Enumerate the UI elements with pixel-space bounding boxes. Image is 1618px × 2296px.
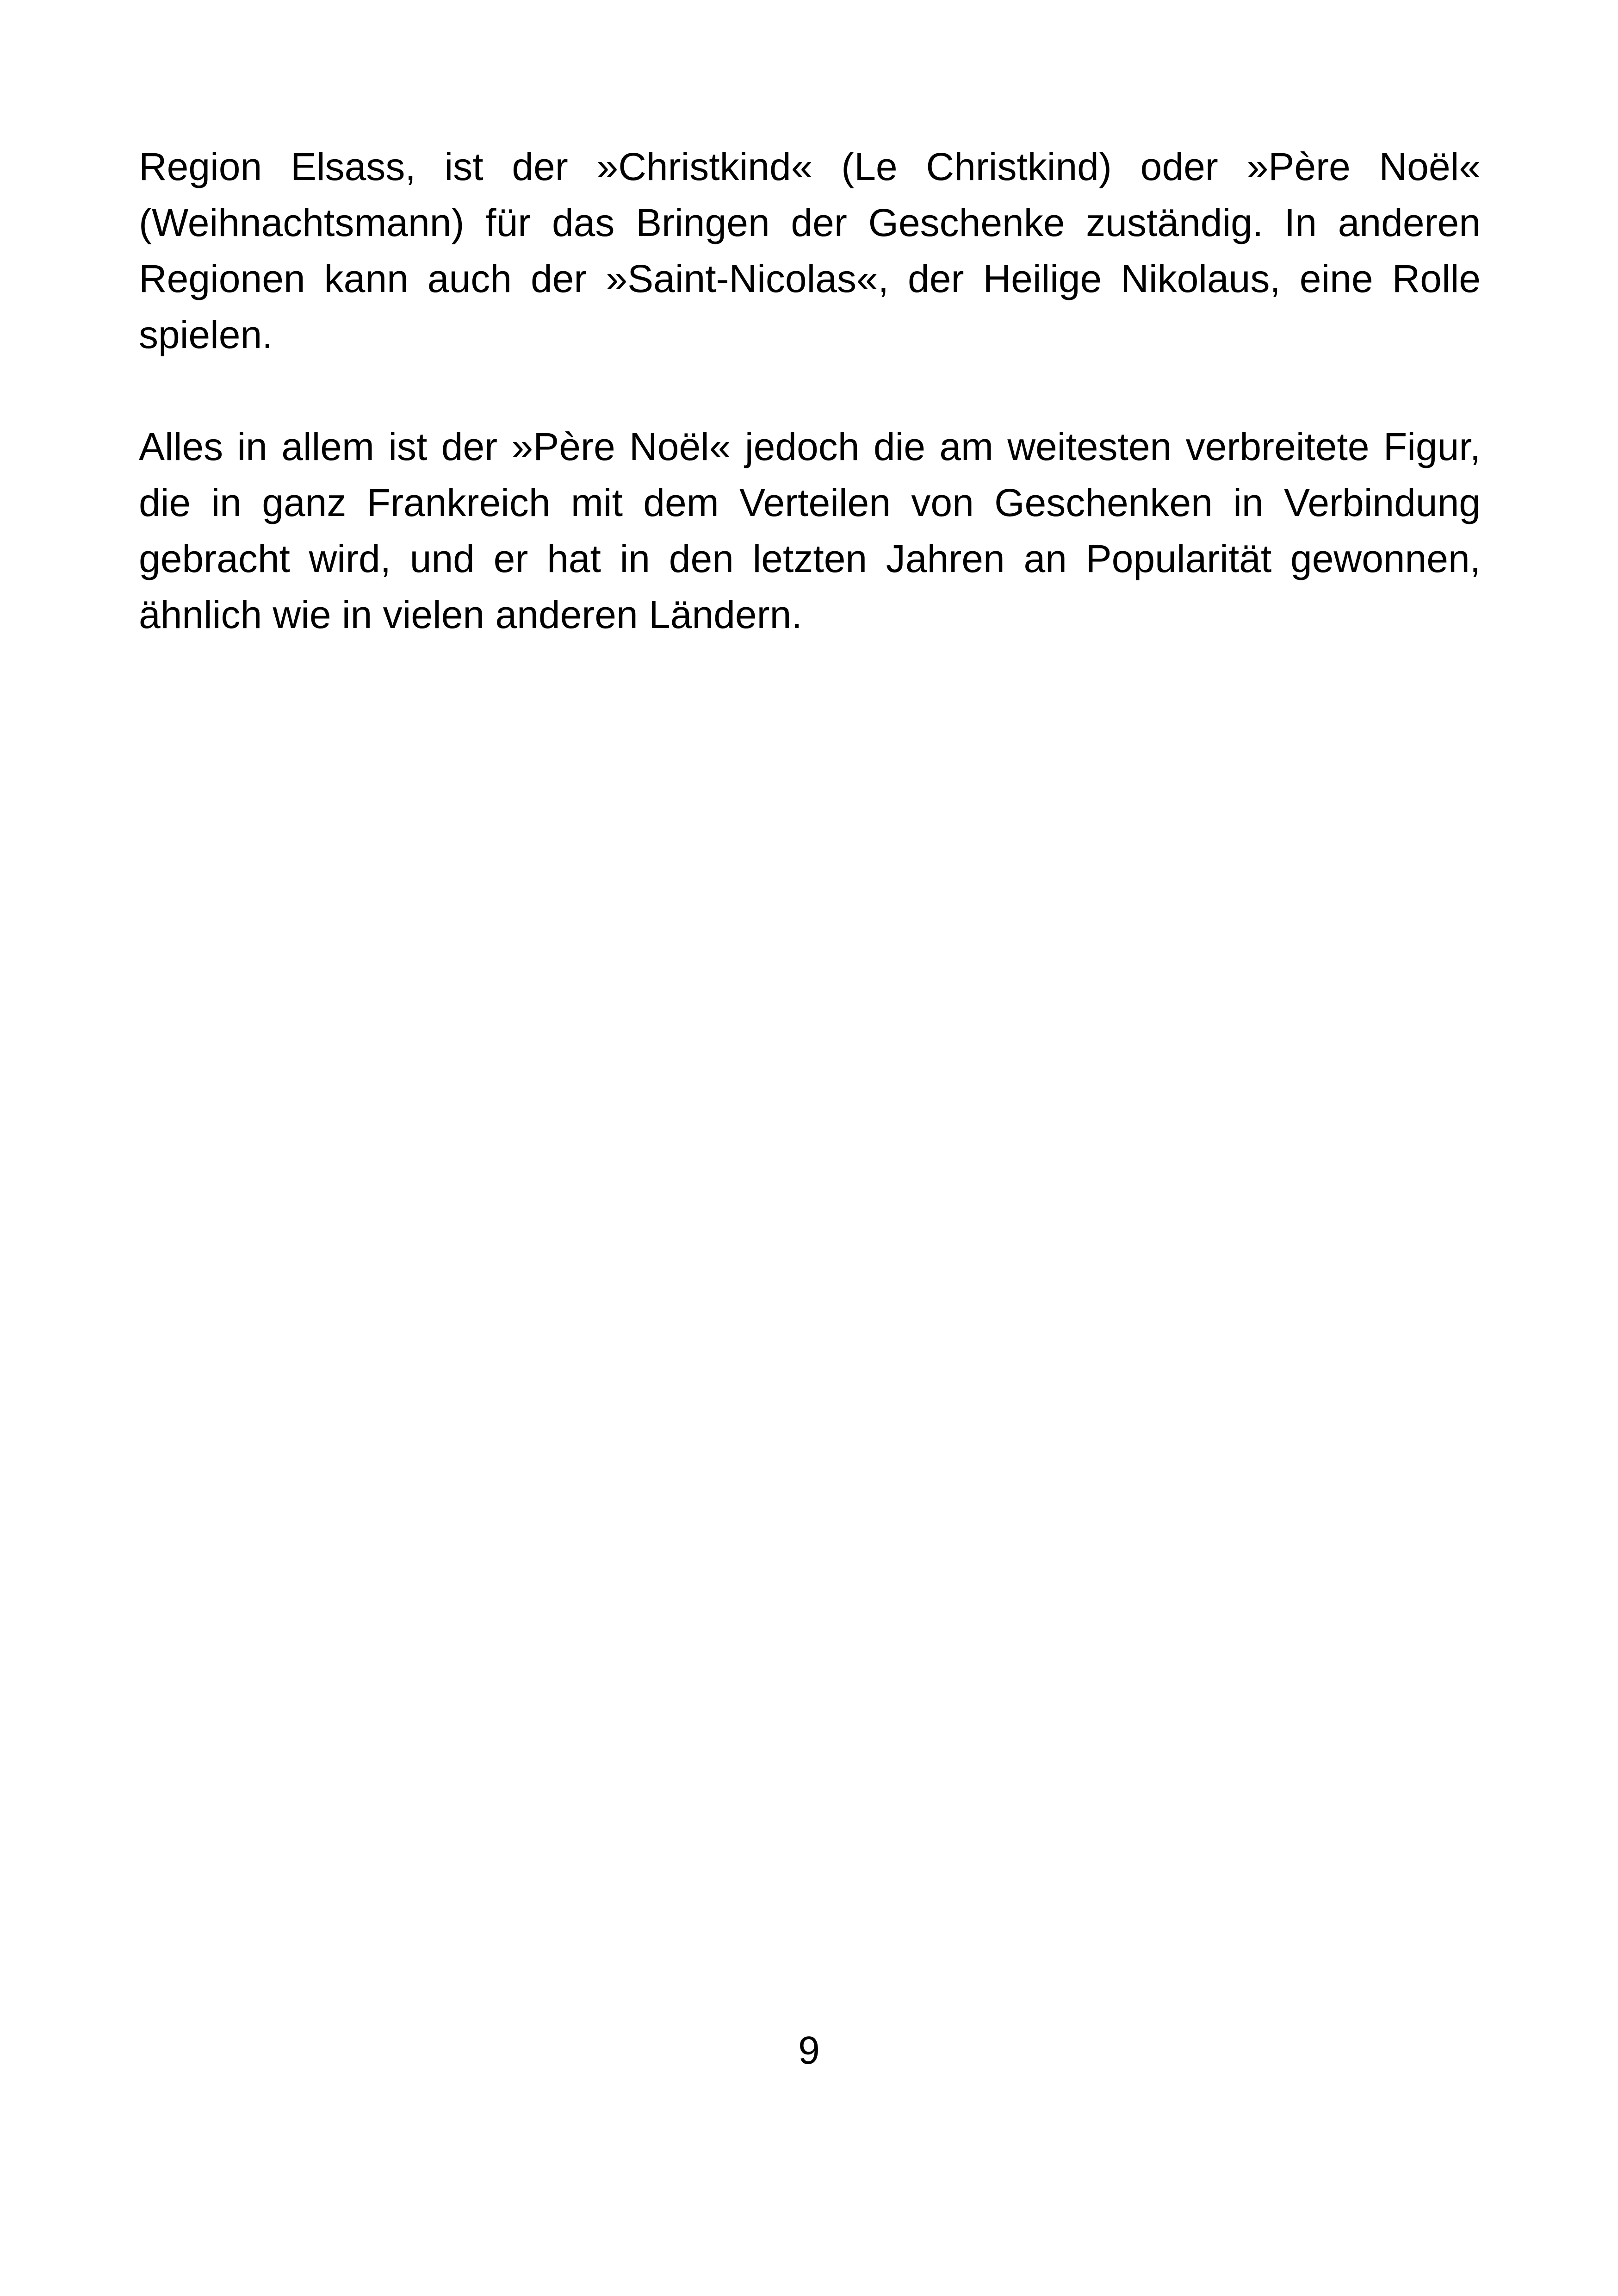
paragraph-1: Region Elsass, ist der »Christkind« (Le Christkind) oder »Père Noël« (Weihnachtsmann) für das Bringen der Geschenke zuständig. In anderen Regionen kann auch der »Saint-Nicolas«, der Heilige Nikolaus, eine Rolle spielen. xyxy=(139,145,1481,356)
page-number: 9 xyxy=(798,2028,820,2072)
paragraph-2: Alles in allem ist der »Père Noël« jedoch die am weitesten verbreitete Figur, die in ganz Frankreich mit dem Verteilen von Geschenken in Verbindung gebracht wird, und er hat in den letzten Jahren an Popularität gewonnen, ähnlich wie in vielen anderen Ländern. xyxy=(139,425,1481,636)
body-text xyxy=(139,139,1481,643)
